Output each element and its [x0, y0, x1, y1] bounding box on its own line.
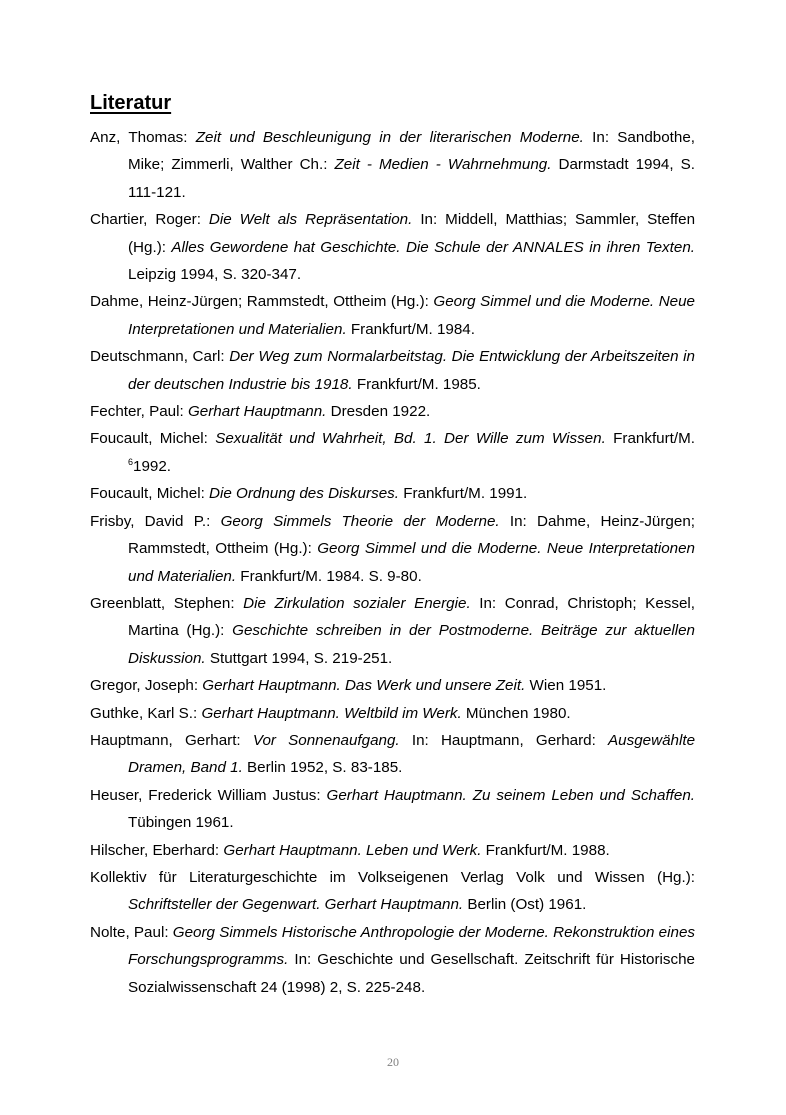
bibliography-entry: Heuser, Frederick William Justus: Gerhart Hauptmann. Zu seinem Leben und Schaffen. Tübingen 1961. [90, 786, 695, 832]
bibliography-entry: Anz, Thomas: Zeit und Beschleunigung in der literarischen Moderne. In: Sandbothe, Mike; Zimmerli, Walther Ch.: Zeit - Medien - Wahrnehmung. Darmstadt 1994, S. 111-121. [90, 129, 696, 201]
bibliography-entry: Kollektiv für Literaturgeschichte im Volkseigenen Verlag Volk und Wissen (Hg.): Schriftsteller der Gegenwart. Gerhart Hauptmann. Berlin (Ost) 1961. [90, 868, 695, 914]
bibliography-entry: Greenblatt, Stephen: Die Zirkulation sozialer Energie. In: Conrad, Christoph; Kessel, Martina (Hg.): Geschichte schreiben in der Postmoderne. Beiträge zur aktuellen Diskussion. Stuttgart 1994, S. 219-251. [90, 594, 695, 667]
page-title: Literatur [90, 92, 172, 114]
bibliography-entry: Deutschmann, Carl: Der Weg zum Normalarbeitstag. Die Entwicklung der Arbeitszeiten in der deutschen Industrie bis 1918. Frankfurt/M. 1985. [90, 348, 695, 393]
bibliography-entry: Gregor, Joseph: Gerhart Hauptmann. Das Werk und unsere Zeit. Wien 1951. [90, 677, 607, 695]
bibliography-entry: Hilscher, Eberhard: Gerhart Hauptmann. Leben und Werk. Frankfurt/M. 1988. [90, 841, 610, 859]
bibliography-entry: Foucault, Michel: Sexualität und Wahrheit, Bd. 1. Der Wille zum Wissen. Frankfurt/M. $^6$1992. [90, 430, 695, 475]
bibliography-list [90, 124, 695, 1001]
bibliography-entry: Frisby, David P.: Georg Simmels Theorie der Moderne. In: Dahme, Heinz-Jürgen; Rammstedt, Ottheim (Hg.): Georg Simmel und die Moderne. Neue Interpretationen und Materialien. Frankfurt/M. 1984. S. 9-80. [90, 512, 695, 585]
edition-superscript: 6 [128, 456, 134, 467]
bibliography-entry: Foucault, Michel: Die Ordnung des Diskurses. Frankfurt/M. 1991. [90, 485, 528, 503]
bibliography-entry: Guthke, Karl S.: Gerhart Hauptmann. Weltbild im Werk. München 1980. [90, 704, 571, 722]
bibliography-entry: Dahme, Heinz-Jürgen; Rammstedt, Ottheim (Hg.): Georg Simmel und die Moderne. Neue Interpretationen und Materialien. Frankfurt/M. 1984. [90, 293, 695, 338]
bibliography-entry: Nolte, Paul: Georg Simmels Historische Anthropologie der Moderne. Rekonstruktion eines Forschungsprogramms. In: Geschichte und Gesellschaft. Zeitschrift für Historische Sozialwissenschaft 24 (1998) 2, S. 225-248. [90, 923, 695, 996]
page-number: 20 [387, 1055, 399, 1069]
bibliography-entry: Fechter, Paul: Gerhart Hauptmann. Dresden 1922. [90, 403, 431, 421]
bibliography-entry: Chartier, Roger: Die Welt als Repräsentation. In: Middell, Matthias; Sammler, Steffen (Hg.): Alles Gewordene hat Geschichte. Die Schule der ANNALES in ihren Texten. Leipzig 1994, S. 320-347. [90, 211, 696, 284]
bibliography-entry: Hauptmann, Gerhart: Vor Sonnenaufgang. In: Hauptmann, Gerhard: Ausgewählte Dramen, Band 1. Berlin 1952, S. 83-185. [90, 731, 696, 777]
